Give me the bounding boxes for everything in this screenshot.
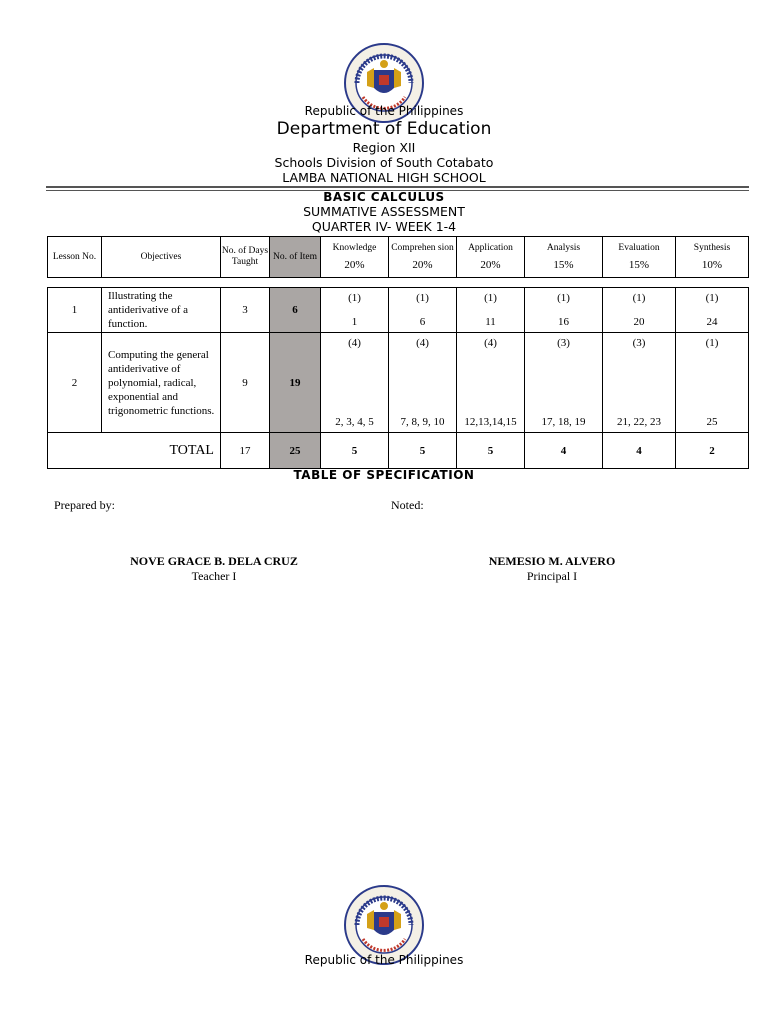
- item-count: 19: [270, 333, 321, 433]
- level-cell: (4) 7, 8, 9, 10: [389, 333, 457, 433]
- noted-name: NEMESIO M. ALVERO: [488, 554, 616, 568]
- total-level: 4: [603, 433, 676, 469]
- prepared-by-label: Prepared by:: [54, 498, 115, 512]
- level-cell: (1) 11: [457, 288, 525, 333]
- col-level-header: Knowledge 20%: [321, 237, 389, 278]
- col-level-header: Application 20%: [457, 237, 525, 278]
- col-level-header: Synthesis 10%: [676, 237, 749, 278]
- footer-republic: Republic of the Philippines: [304, 953, 464, 967]
- total-label: TOTAL: [48, 433, 221, 469]
- col-objectives-header: Objectives: [102, 237, 221, 278]
- objective-text: Computing the general antiderivative of polynomial, radical, exponential and trigonometric functions.: [102, 333, 221, 433]
- noted-role: Principal I: [526, 569, 578, 583]
- table-row: [48, 333, 749, 433]
- spec-table-header: [47, 236, 749, 278]
- total-level: 2: [676, 433, 749, 469]
- total-level: 5: [321, 433, 389, 469]
- level-cell: (1) 25: [676, 333, 749, 433]
- col-items-header: No. of Item: [270, 237, 321, 278]
- col-level-header: Analysis 15%: [525, 237, 603, 278]
- lesson-number: 1: [48, 288, 102, 333]
- header-school: LAMBA NATIONAL HIGH SCHOOL: [282, 170, 486, 185]
- subject-title: BASIC CALCULUS: [323, 190, 445, 204]
- col-level-header: Evaluation 15%: [603, 237, 676, 278]
- header-rule: [46, 186, 749, 188]
- header-division: Schools Division of South Cotabato: [274, 155, 494, 170]
- col-days-header: No. of Days Taught: [221, 237, 270, 278]
- col-level-header: Comprehen sion 20%: [389, 237, 457, 278]
- col-lesson-header: Lesson No.: [48, 237, 102, 278]
- quarter-title: QUARTER IV- WEEK 1-4: [311, 219, 457, 234]
- header-region: Region XII: [352, 140, 416, 155]
- total-level: 5: [389, 433, 457, 469]
- level-cell: (4) 2, 3, 4, 5: [321, 333, 389, 433]
- total-row: [48, 433, 749, 469]
- item-count: 6: [270, 288, 321, 333]
- header-republic: Republic of the Philippines: [304, 104, 464, 118]
- days-taught: 9: [221, 333, 270, 433]
- days-taught: 3: [221, 288, 270, 333]
- lesson-number: 2: [48, 333, 102, 433]
- assessment-title: SUMMATIVE ASSESSMENT: [303, 204, 465, 219]
- level-cell: (1) 6: [389, 288, 457, 333]
- level-cell: (4) 12,13,14,15: [457, 333, 525, 433]
- level-cell: (3) 21, 22, 23: [603, 333, 676, 433]
- total-days: 17: [221, 433, 270, 469]
- noted-label: Noted:: [391, 498, 424, 512]
- table-row: [48, 288, 749, 333]
- prepared-role: Teacher I: [191, 569, 237, 583]
- level-cell: (1) 1: [321, 288, 389, 333]
- level-cell: (1) 16: [525, 288, 603, 333]
- table-caption: TABLE OF SPECIFICATION: [293, 468, 475, 482]
- level-cell: (1) 20: [603, 288, 676, 333]
- level-cell: (3) 17, 18, 19: [525, 333, 603, 433]
- spec-table-body: [47, 287, 749, 469]
- objective-text: Illustrating the antiderivative of a function.: [102, 288, 221, 333]
- prepared-name: NOVE GRACE B. DELA CRUZ: [130, 554, 298, 568]
- total-level: 5: [457, 433, 525, 469]
- total-items: 25: [270, 433, 321, 469]
- level-cell: (1) 24: [676, 288, 749, 333]
- header-department: Department of Education: [276, 119, 492, 139]
- total-level: 4: [525, 433, 603, 469]
